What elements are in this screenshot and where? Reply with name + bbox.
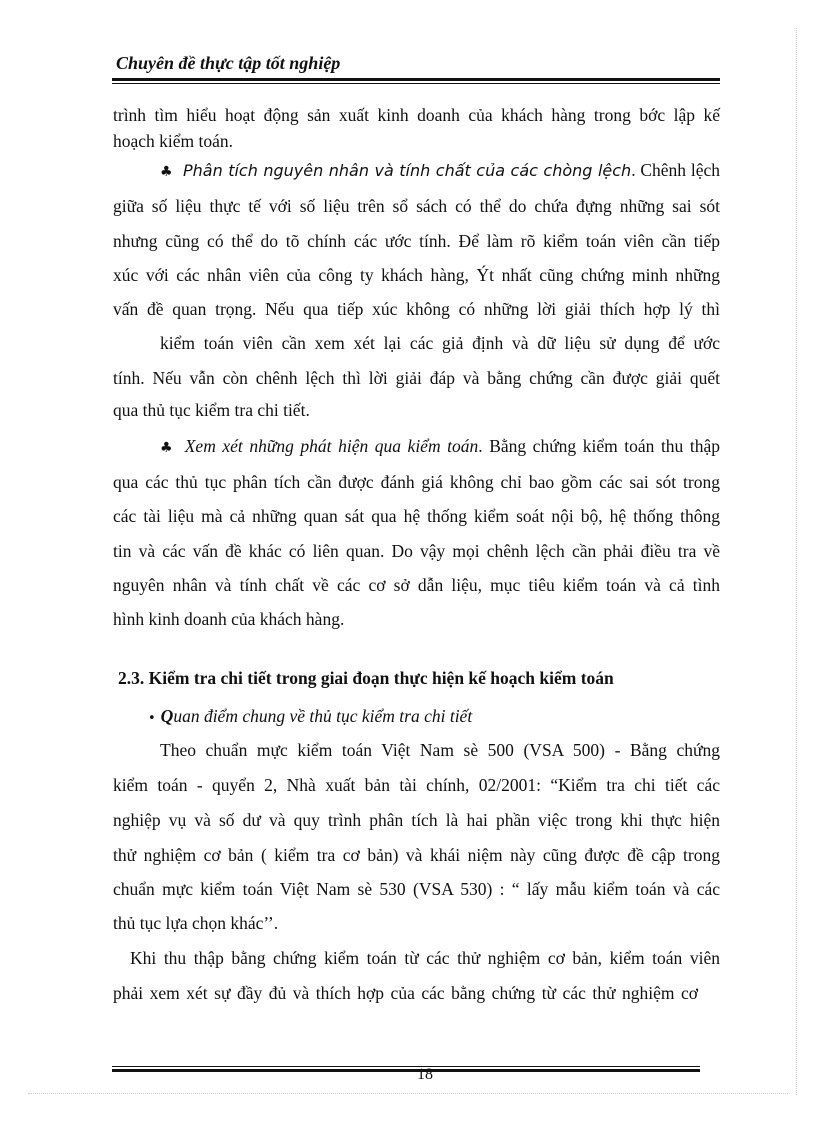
body-line: nguyên nhân và tính chất về các cơ sở dẫn liệu, mục tiêu kiểm toán và cả tình [113,575,720,595]
body-line: trình tìm hiểu hoạt động sản xuất kinh doanh của khách hàng trong bớc lập kế [113,105,720,125]
page-header-title: Chuyên đề thực tập tốt nghiệp [116,53,341,73]
topic-continuation: . Chênh lệch [631,160,720,180]
subheading-text: uan điểm chung về thủ tục kiểm tra chi tiết [173,706,473,726]
body-line: kiểm toán viên cần xem xét lại các giả định và dữ liệu sử dụng để ước [160,333,720,353]
body-line: thử nghiệm cơ bản ( kiểm tra cơ bản) và khái niệm này cũng được đề cập trong [113,845,720,865]
italic-topic: Xem xét những phát hiện qua kiểm toán [184,436,479,456]
body-line: xúc với các nhân viên của công ty khách hàng, Ýt nhất cũng chứng minh những [113,265,720,285]
page-number: 18 [417,1066,433,1083]
body-line: Khi thu thập bằng chứng kiểm toán từ các thử nghiệm cơ bản, kiểm toán viên [130,948,720,968]
club-bullet-icon: ♣ [160,164,173,180]
body-line: qua các thủ tục phân tích cần được đánh giá không chỉ bao gồm các sai sót trong [113,472,720,492]
topic-continuation: . Bằng chứng kiểm toán thu thập [478,436,720,456]
body-line: chuẩn mực kiểm toán Việt Nam sè 530 (VSA 530) : “ lấy mẫu kiểm toán và các [113,879,720,899]
header-rule [112,78,720,81]
body-line: tính. Nếu vẫn còn chênh lệch thì lời giải đáp và bằng chứng cần được giải quết [113,368,720,388]
body-line: tin và các vấn đề khác có liên quan. Do vậy mọi chênh lệch cần phải điều tra về [113,541,720,561]
club-bullet-icon: ♣ [160,440,175,456]
body-line: giữa số liệu thực tế với số liệu trên sổ sách có thể do chứa đựng những sai sót [113,196,720,216]
subheading-initial: Q [160,706,174,726]
subheading [148,704,708,731]
body-line: qua thủ tục kiểm tra chi tiết. [113,400,310,420]
body-line: các tài liệu mà cả những quan sát qua hệ thống kiểm soát nội bộ, hệ thống thông [113,506,720,526]
page-border-bottom [28,1093,788,1094]
italic-topic: Phân tích nguyên nhân và tính chất của các chòng lệch [182,161,632,180]
body-line: nhưng cũng có thể do tõ chính các ước tính. Để làm rõ kiểm toán viên cần tiếp [113,231,720,251]
paragraph-bullet-line [160,158,720,184]
body-line: Theo chuẩn mực kiểm toán Việt Nam sè 500 (VSA 500) - Bằng chứng [160,740,720,760]
body-line: kiểm toán - quyển 2, Nhà xuất bản tài chính, 02/2001: “Kiểm tra chi tiết các [113,775,720,795]
body-line: phải xem xét sự đầy đủ và thích hợp của các bằng chứng từ các thử nghiệm cơ [113,983,698,1003]
header-rule-thin [112,83,720,84]
body-line: vấn đề quan trọng. Nếu qua tiếp xúc không có những lời giải thích hợp lý thì [113,299,720,319]
body-line: nghiệp vụ và số dư và quy trình phân tích là hai phần việc trong khi thực hiện [113,810,720,830]
body-line: hình kinh doanh của khách hàng. [113,609,345,629]
paragraph-bullet-line [160,434,720,460]
dot-bullet-icon: • [148,711,156,726]
section-heading: 2.3. Kiểm tra chi tiết trong giai đoạn thực hiện kế hoạch kiểm toán [118,668,614,688]
page-border-right [796,28,797,1095]
body-line: thủ tục lựa chọn khác’’. [113,913,279,933]
body-line: hoạch kiểm toán. [113,131,234,151]
